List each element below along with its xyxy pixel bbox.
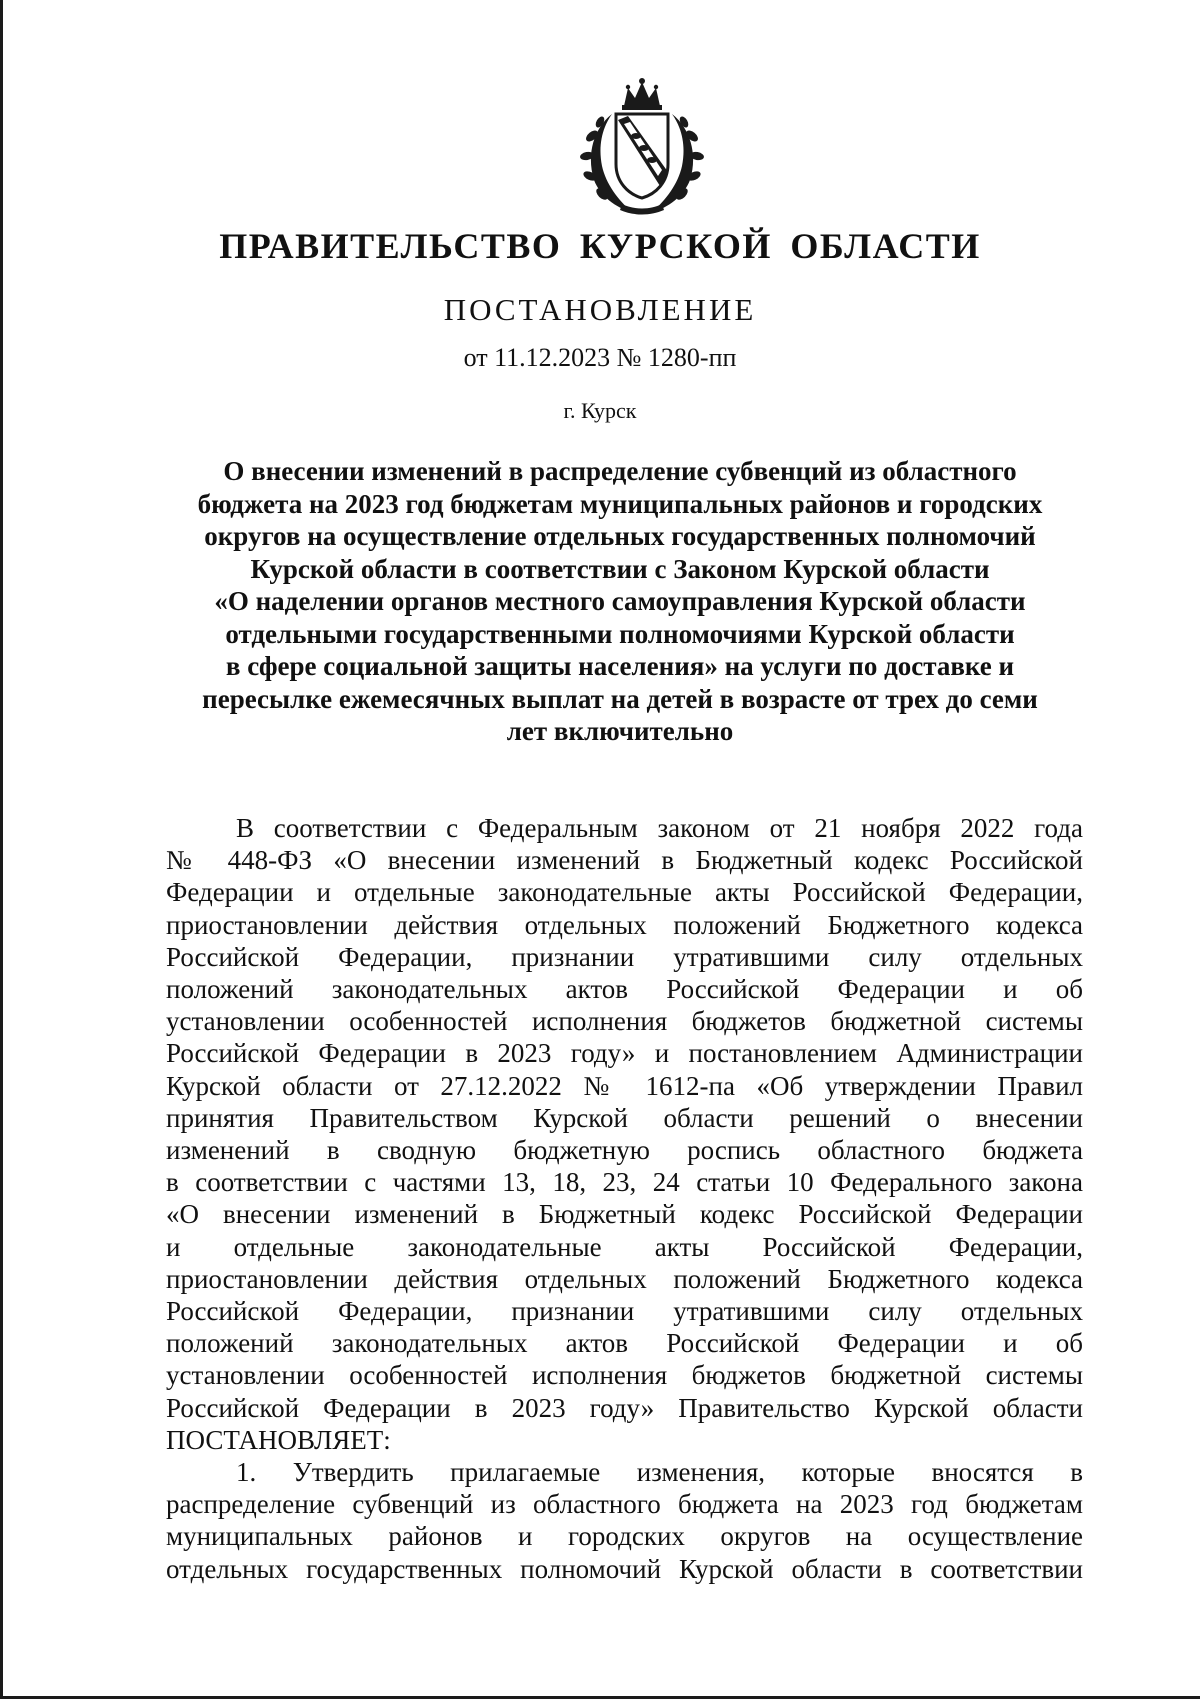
heading-line: пересылке ежемесячных выплат на детей в возрасте от трех до семи — [202, 683, 1038, 714]
body-line: Федерации и отдельные законодательные акты Российской Федерации, — [166, 877, 1083, 908]
document-type: ПОСТАНОВЛЕНИЕ — [443, 292, 757, 327]
heading-line: бюджета на 2023 год бюджетам муниципальных районов и городских — [197, 488, 1043, 519]
body-line: изменений в сводную бюджетную роспись областного бюджета — [166, 1135, 1083, 1166]
body-line: Российской Федерации, признании утратившими силу отдельных — [166, 941, 1083, 972]
body-line: положений законодательных актов Российской Федерации и об — [166, 1328, 1083, 1359]
ribbon-icon — [620, 204, 664, 215]
document-date-number: от 11.12.2023 № 1280-пп — [463, 343, 737, 372]
document-city: г. Курск — [563, 398, 637, 423]
body-line: приостановлении действия отдельных положений Бюджетного кодекса — [166, 1263, 1083, 1294]
heading-line: в сфере социальной защиты населения» на услуги по доставке и — [225, 651, 1015, 681]
document-heading — [170, 455, 1070, 748]
body-line: В соответствии с Федеральным законом от 21 ноября 2022 года — [236, 813, 1083, 843]
body-line: Российской Федерации в 2023 году» Правительство Курской области — [166, 1392, 1083, 1423]
body-line: Российской Федерации, признании утратившими силу отдельных — [166, 1296, 1083, 1327]
shield-icon — [616, 114, 668, 198]
body-line: Курской области от 27.12.2022 № 1612-па «Об утверждении Правил — [166, 1070, 1083, 1101]
heading-line: округов на осуществление отдельных государственных полномочий — [204, 521, 1036, 551]
heading-line: отдельными государственными полномочиями Курской области — [225, 618, 1015, 649]
body-line: отдельных государственных полномочий Курской области в соответствии — [166, 1553, 1083, 1584]
heading-line: лет включительно — [506, 716, 734, 746]
body-line: приостановлении действия отдельных положений Бюджетного кодекса — [166, 909, 1083, 940]
heading-line: «О наделении органов местного самоуправления Курской области — [214, 586, 1026, 616]
government-title: ПРАВИТЕЛЬСТВО КУРСКОЙ ОБЛАСТИ — [219, 226, 981, 266]
body-line: распределение субвенций из областного бюджета на 2023 год бюджетам — [166, 1489, 1083, 1520]
body-line: установлении особенностей исполнения бюджетов бюджетной системы — [166, 1006, 1083, 1037]
kursk-coat-of-arms-icon — [572, 76, 712, 216]
body-line: и отдельные законодательные акты Российской Федерации, — [166, 1231, 1083, 1262]
crown-icon — [622, 78, 662, 110]
body-line: положений законодательных актов Российской Федерации и об — [166, 974, 1083, 1005]
body-line: Российской Федерации в 2023 году» и постановлением Администрации — [166, 1038, 1083, 1069]
body-line: ПОСТАНОВЛЯЕТ: — [166, 1424, 391, 1455]
body-line: принятия Правительством Курской области решений о внесении — [166, 1102, 1083, 1133]
body-line: 1. Утвердить прилагаемые изменения, которые вносятся в — [236, 1457, 1083, 1488]
body-line: № 448-ФЗ «О внесении изменений в Бюджетный кодекс Российской — [166, 845, 1083, 876]
heading-line: Курской области в соответствии с Законом Курской области — [250, 553, 990, 584]
heading-line: О внесении изменений в распределение субвенций из областного — [223, 456, 1017, 486]
body-line: установлении особенностей исполнения бюджетов бюджетной системы — [166, 1360, 1083, 1391]
body-line: «О внесении изменений в Бюджетный кодекс Российской Федерации — [166, 1199, 1083, 1230]
document-body — [166, 812, 1083, 1585]
body-line: в соответствии с частями 13, 18, 23, 24 статьи 10 Федерального закона — [166, 1167, 1083, 1198]
body-line: муниципальных районов и городских округов на осуществление — [166, 1521, 1083, 1552]
